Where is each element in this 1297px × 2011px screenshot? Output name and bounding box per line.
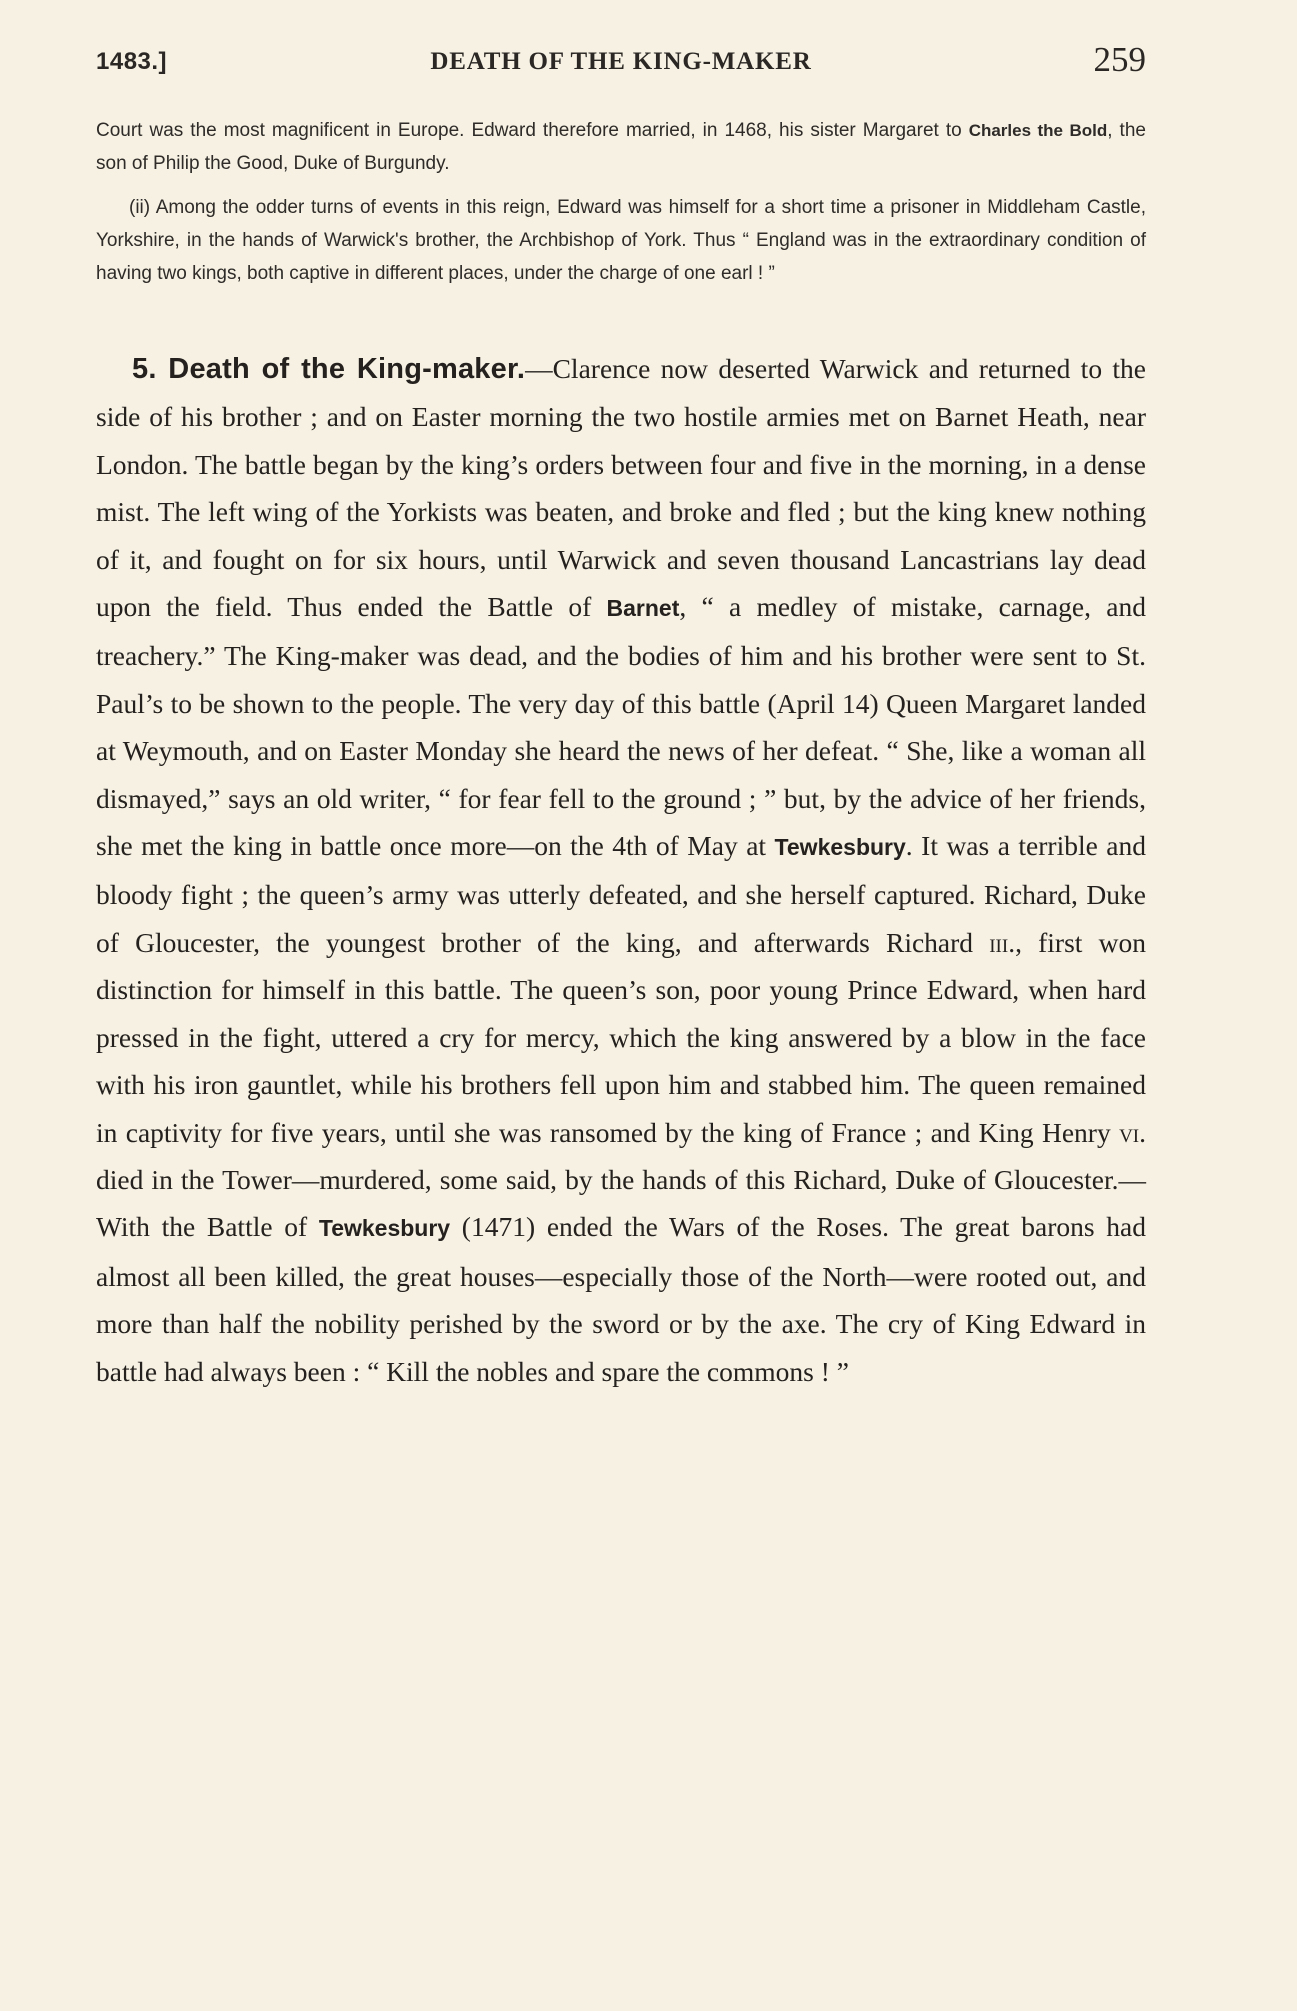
regnal-numeral-richard: iii.: [989, 926, 1016, 958]
note-paragraph-1: [96, 114, 1146, 180]
note-paragraph-2: [96, 191, 1146, 290]
regnal-numeral-henry: vi.: [1119, 1116, 1146, 1148]
section-text-1: —Clarence now deserted Warwick and returned to the side of his brother ; and on Easter morning the two hostile armies met on Barnet Heath, near London. The battle began by the king’s orders between four and five in the morning, in a dense mist. The left wing of the Yorkists was beaten, and broke and fled ; but the king knew nothing of it, and fought on for six hours, until Warwick and seven thousand Lancastrians lay dead upon the field. Thus ended the Battle of: [96, 353, 1146, 623]
section-text-3: . It was a terrible and bloody fight ; the queen’s army was utterly defeated, and she herself captured. Richard, Duke of Gloucester, the youngest brother of the king, and afterwards Richard: [96, 830, 1146, 958]
note1-text-b: , the son of Philip the Good, Duke of Burgundy.: [96, 120, 1146, 174]
section-text-4: , first won distinction for himself in this battle. The queen’s son, poor young Prince Edward, when hard pressed in the fight, uttered a cry for mercy, which the king answered by a blow in the face with his iron gauntlet, while his brothers fell upon him and stabbed him. The queen remained in captivity for five years, until she was ransomed by the king of France ; and King Henry: [96, 926, 1146, 1148]
section-text-2: , “ a medley of mistake, carnage, and treachery.” The King-maker was dead, and the bodies of him and his brother were sent to St. Paul’s to be shown to the people. The very day of this battle (April 14) Queen Margaret landed at Weymouth, and on Easter Monday she heard the news of her defeat. “ She, like a woman all dismayed,” says an old writer, “ for fear fell to the ground ; ” but, by the advice of her friends, she met the king in battle once more—on the 4th of May at: [96, 591, 1146, 862]
book-page: [96, 40, 1146, 1395]
running-head-title: DEATH OF THE KING-MAKER: [430, 48, 812, 75]
place-name-tewkesbury: Tewkesbury: [774, 834, 906, 861]
section-paragraph: [96, 345, 1146, 1395]
running-head-year: 1483.]: [96, 48, 168, 75]
page-number: 259: [1093, 40, 1146, 79]
section-heading: 5. Death of the King-maker.: [132, 353, 526, 385]
note1-text-a: Court was the most magnificent in Europe. Edward therefore married, in 1468, his sister Margaret to: [96, 120, 969, 141]
place-name-tewkesbury-2: Tewkesbury: [318, 1215, 451, 1242]
note2-text: (ii) Among the odder turns of events in this reign, Edward was himself for a short time a prisoner in Middleham Castle, Yorkshire, in the hands of Warwick's brother, the Archbishop of York. Thus “ England was in the extraordinary condition of having two kings, both captive in different places, under the charge of one earl ! ”: [96, 197, 1146, 284]
running-head: [96, 40, 1146, 96]
footnote-block: [96, 114, 1146, 290]
section-text-5: died in the Tower—murdered, some said, by the hands of this Richard, Duke of Gloucester.—With the Battle of: [96, 1163, 1146, 1243]
note1-bold-name: Charles the Bold: [968, 121, 1108, 140]
section-text-6: (1471) ended the Wars of the Roses. The great barons had almost all been killed, the great houses—especially those of the North—were rooted out, and more than half the nobility perished by the sword or by the axe. The cry of King Edward in battle had always been : “ Kill the nobles and spare the commons ! ”: [96, 1211, 1146, 1387]
section-body: [96, 345, 1146, 1395]
place-name-barnet: Barnet: [606, 595, 680, 622]
